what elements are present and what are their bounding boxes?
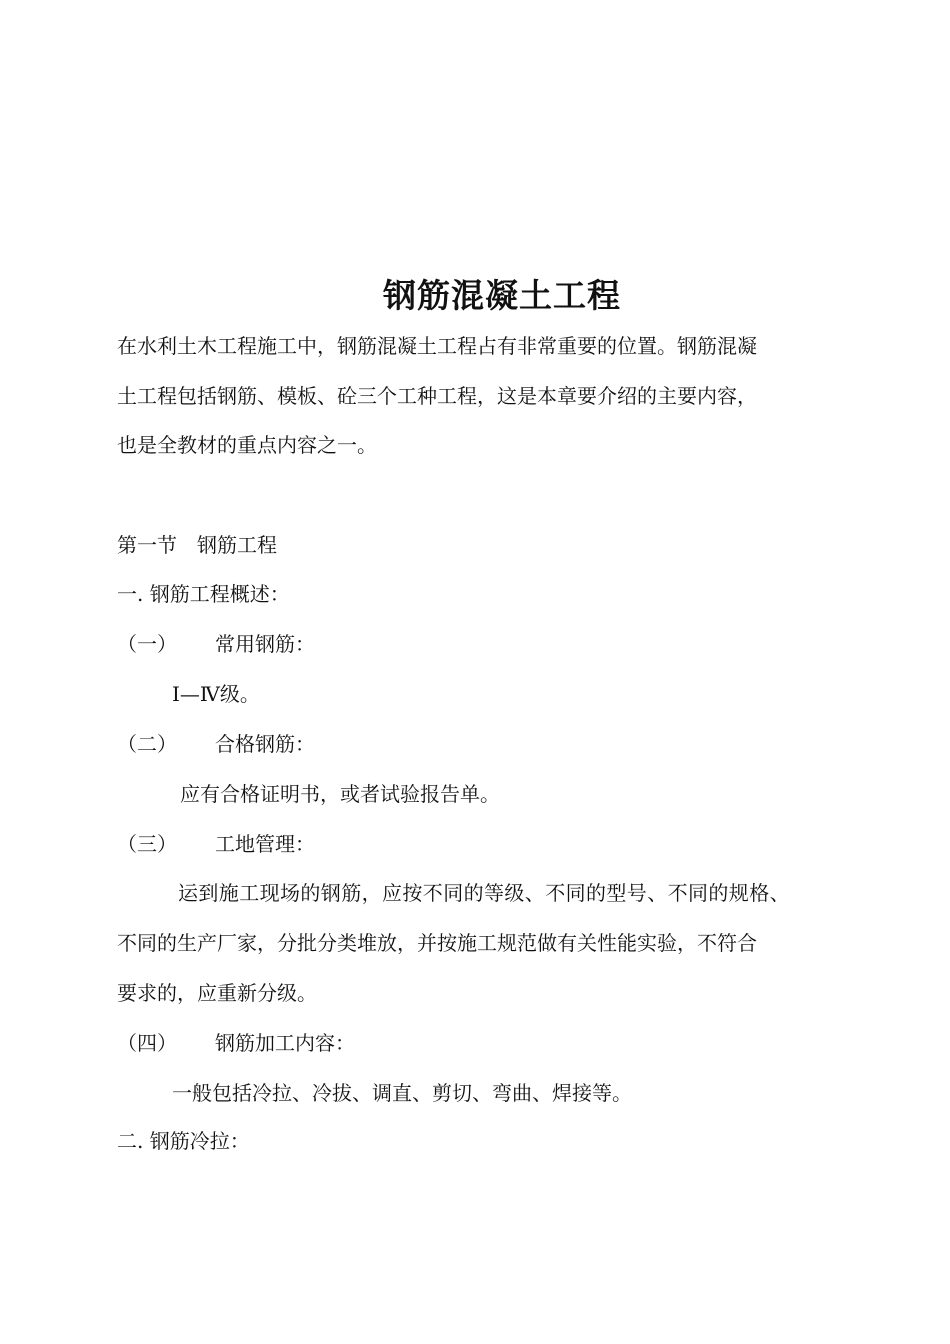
item-2-number: （二）: [117, 732, 177, 756]
item-3-body-line-3: 要求的，应重新分级。: [117, 981, 317, 1005]
item-2-body: 应有合格证明书，或者试验报告单。: [180, 782, 500, 806]
item-4-number: （四）: [117, 1031, 177, 1055]
document-title: 钢筋混凝土工程: [383, 276, 621, 315]
item-3-number: （三）: [117, 832, 177, 856]
item-3-label: 工地管理：: [215, 832, 315, 856]
section-heading: 第一节 钢筋工程: [117, 533, 277, 557]
item-2-heading: [117, 729, 315, 759]
intro-line-2: 土工程包括钢筋、模板、砼三个工种工程，这是本章要介绍的主要内容，: [117, 384, 757, 408]
item-1-label: 常用钢筋：: [215, 632, 315, 656]
intro-line-3: 也是全教材的重点内容之一。: [117, 433, 377, 457]
item-1-body: I—Ⅳ级。: [172, 682, 260, 706]
item-2-label: 合格钢筋：: [215, 732, 315, 756]
item-3-heading: [117, 829, 315, 859]
item-1-heading: [117, 629, 315, 659]
item-4-heading: [117, 1028, 355, 1058]
item-3-body-line-2: 不同的生产厂家，分批分类堆放，并按施工规范做有关性能实验，不符合: [117, 931, 757, 955]
intro-line-1: 在水利土木工程施工中，钢筋混凝土工程占有非常重要的位置。钢筋混凝: [117, 334, 757, 358]
heading-1: 一. 钢筋工程概述：: [117, 582, 290, 606]
item-4-body: 一般包括冷拉、冷拔、调直、剪切、弯曲、焊接等。: [172, 1081, 632, 1105]
heading-2: 二. 钢筋冷拉：: [117, 1129, 250, 1153]
item-4-label: 钢筋加工内容：: [215, 1031, 355, 1055]
item-3-body-line-1: 运到施工现场的钢筋，应按不同的等级、不同的型号、不同的规格、: [178, 881, 790, 905]
item-1-number: （一）: [117, 632, 177, 656]
